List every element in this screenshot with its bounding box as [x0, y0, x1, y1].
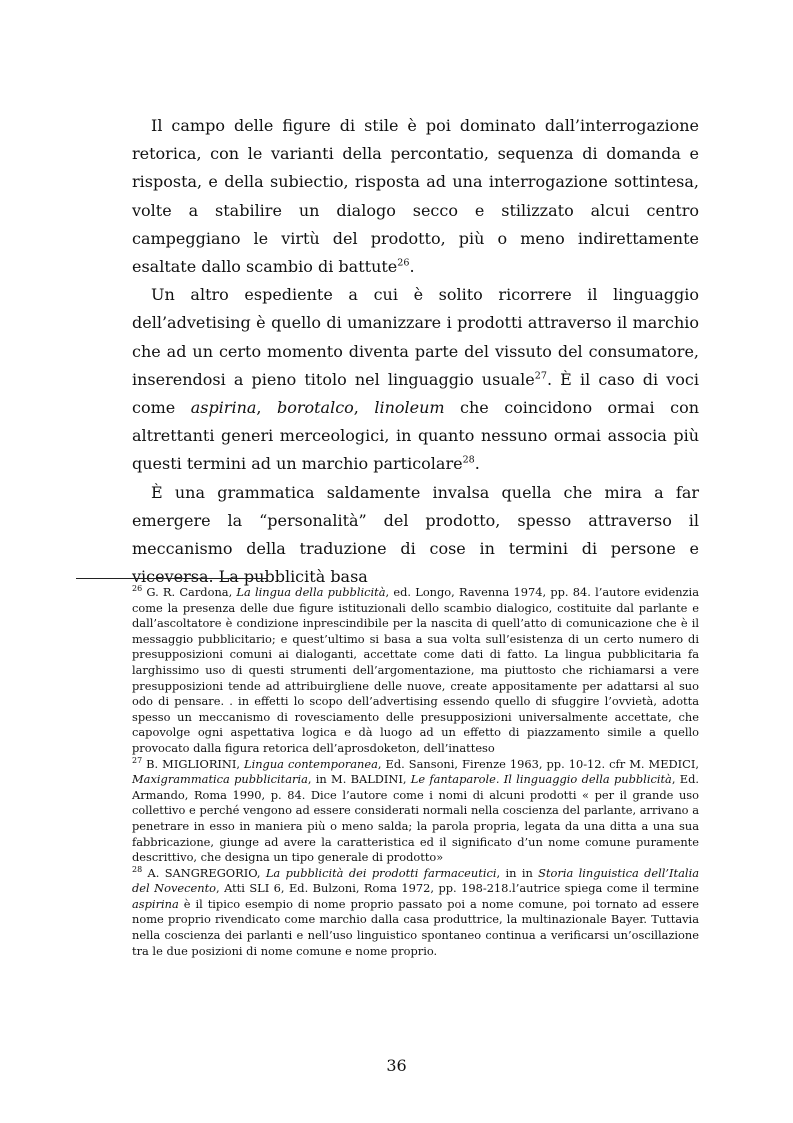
footnote-26 — [132, 585, 699, 757]
footnote-text: B. MIGLIORINI, — [142, 756, 244, 771]
footnote-separator — [76, 578, 267, 579]
italic-term: linoleum — [374, 398, 445, 418]
footnote-text: G. R. Cardona, — [142, 585, 237, 599]
footnote-27 — [132, 757, 699, 866]
footnote-28 — [132, 866, 699, 960]
italic-title: La lingua della pubblicità — [236, 585, 386, 599]
footnote-number: 27 — [132, 755, 143, 765]
footnote-text: , Atti SLI 6, Ed. Bulzoni, Roma 1972, pp. 198-218.l’autrice spiega come il termine — [216, 881, 699, 896]
italic-title: La pubblicità dei prodotti farmaceutici — [265, 865, 497, 880]
italic-term: aspirina — [132, 896, 179, 911]
italic-term: borotalco — [276, 398, 354, 418]
italic-term: aspirina — [190, 398, 257, 418]
footnote-text: , Ed. Armando, Roma 1990, p. 84. Dice l’autore come i nomi di alcuni prodotti « per il grande uso collettivo e perché vengono ad essere considerati normali nella coscienza del parlante, arrivano a penetrare in esso in maniera più o meno salda; la parola propria, legata da una ditta a una sua fabbricazione, giunge ad avere la caratteristica ed il significato d’un nome comune puramente descrittivo, che designa un tipo generale di prodotto» — [132, 772, 699, 865]
footnote-text: , in M. BALDINI, — [307, 772, 411, 787]
footnote-ref-28[interactable]: 28 — [462, 455, 475, 467]
footnotes — [132, 585, 699, 959]
footnote-ref-27[interactable]: 27 — [534, 370, 547, 382]
paragraph-text: , — [353, 398, 375, 418]
page-number: 36 — [386, 1056, 407, 1075]
footnote-ref-26[interactable]: 26 — [397, 257, 410, 269]
paragraph-1 — [132, 112, 699, 281]
footnote-text: , Ed. Sansoni, Firenze 1963, pp. 10-12. cfr M. MEDICI, — [377, 756, 699, 771]
footnote-text: , in in — [496, 865, 539, 880]
paragraph-text: È una grammatica saldamente invalsa quella che mira a far emergere la “personalità” del prodotto, spesso attraverso il meccanismo della traduzione di cose in termini di persone e viceversa. La pubblicità basa — [132, 482, 699, 587]
paragraph-2 — [132, 281, 699, 478]
footnote-text: , ed. Longo, Ravenna 1974, pp. 84. l’autore evidenzia come la presenza delle due figure istituzionali dello scambio dialogico, costituite dal parlante e dall’ascoltatore è condizione inprescindibile per la nascita di quell’atto di comunicazione che è il messaggio pubblicitario; e quest’ultimo si basa a sua volta sull’esistenza di un certo numero di presupposizioni comuni ai dialoganti, accettate come dati di fatto. La lingua pubblicitaria fa larghissimo uso di questi strumenti dell’argomentazione, ma piuttosto che richiamarsi a vere presupposizioni tende ad attribuirgliene delle nuove, create appositamente per adattarsi al suo odo di pensare. . in effetti lo scopo dell’advertising essendo quello di sfuggire l’ovvietà, adotta spesso un meccanismo di rovesciamento delle presupposizioni universalmente accettate, che capovolge ogni aspettativa logica e dà luogo ad un effetto di piazzamento simile a quello provocato dalla figura retorica dell’aprosdoketon, dell’inatteso — [132, 585, 699, 755]
paragraph-text: , — [256, 398, 277, 418]
footnote-number: 28 — [132, 864, 143, 874]
paragraph-text: . — [474, 454, 480, 474]
paragraph-text: Il campo delle figure di stile è poi dominato dall’interrogazione retorica, con le varianti della percontatio, sequenza di domanda e risposta, e della subiectio, risposta ad una interrogazione sottintesa, volte a stabilire un dialogo secco e stilizzato alcui centro campeggiano le virtù del prodotto, più o meno indirettamente esaltate dallo scambio di battute — [132, 116, 699, 277]
paragraph-text: che coincidono ormai con altrettanti generi merceologici, in quanto nessuno ormai associa più questi termini ad un marchio particolare — [132, 398, 700, 474]
italic-title: Le fantaparole. Il linguaggio della pubblicità — [410, 772, 672, 787]
paragraph-text: . — [409, 257, 415, 277]
footnote-number: 26 — [132, 584, 143, 594]
footnote-text: è il tipico esempio di nome proprio passato poi a nome comune, poi tornato ad essere nome proprio rivendicato come marchio dalla casa produttrice, la multinazionale Bayer. Tuttavia nella coscienza dei parlanti e nell’uso linguistico spontaneo continua a verificarsi un’oscillazione tra le due posizioni di nome comune e nome proprio. — [132, 896, 699, 958]
italic-title: Storia linguistica dell’Italia del Novecento — [132, 865, 700, 896]
paragraph-text: Un altro espediente a cui è solito ricorrere il linguaggio dell’advetising è quello di umanizzare i prodotti attraverso il marchio che ad un certo momento diventa parte del vissuto del consumatore, inserendosi a pieno titolo nel linguaggio usuale — [132, 285, 699, 389]
footnote-text: A. SANGREGORIO, — [142, 865, 266, 880]
italic-title: Maxigrammatica pubblicitaria — [132, 772, 308, 787]
italic-title: Lingua contemporanea — [244, 756, 378, 771]
paragraph-3 — [132, 479, 699, 592]
paragraph-text: . È il caso di voci come — [132, 369, 699, 418]
